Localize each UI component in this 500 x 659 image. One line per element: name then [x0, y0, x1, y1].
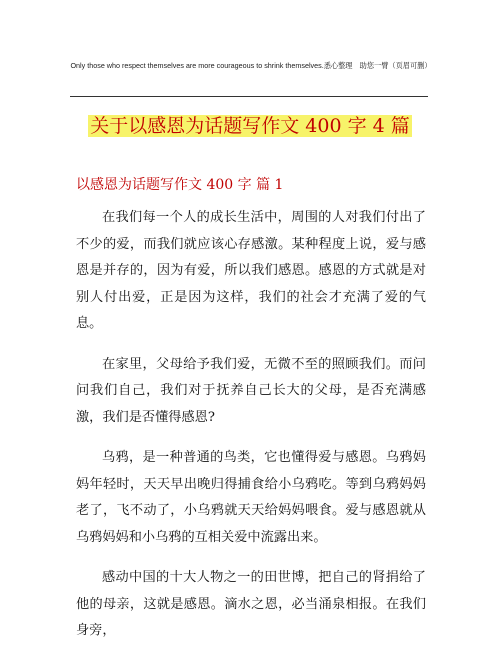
document-body: [76, 205, 426, 659]
paragraph: 感动中国的十大人物之一的田世博，把自己的肾捐给了他的母亲，这就是感恩。滴水之恩，必当涌泉相报。在我们身旁，: [76, 570, 426, 638]
page-header: Only those who respect themselves are more courageous to shrink themselves.悉心整理 助您一臂（页眉可删）: [70, 61, 432, 70]
document-title: [0, 113, 500, 139]
paragraph: 乌鸦，是一种普通的鸟类，它也懂得爱与感恩。乌鸦妈妈年轻时，天天早出晚归得捕食给小乌鸦吃。等到乌鸦妈妈老了，飞不动了，小乌鸦就天天给妈妈喂食。爱与感恩就从乌鸦妈妈和小乌鸦的互相关爱中流露出来。: [76, 450, 426, 545]
document-title-text: 关于以感恩为话题写作文 400 字 4 篇: [90, 115, 410, 137]
header-divider: [70, 96, 428, 97]
paragraph: 在家里，父母给予我们爱，无微不至的照顾我们。而问问我们自己，我们对于抚养自己长大的父母，是否充满感激，我们是否懂得感恩?: [76, 356, 426, 425]
section-heading: 以感恩为话题写作文 400 字 篇 1: [76, 177, 284, 193]
paragraph: 在我们每一个人的成长生活中，周围的人对我们付出了不少的爱，而我们就应该心存感激。某种程度上说，爱与感恩是并存的，因为有爱，所以我们感恩。感恩的方式就是对别人付出爱，正是因为这样，我们的社会才充满了爱的气息。: [76, 210, 426, 331]
